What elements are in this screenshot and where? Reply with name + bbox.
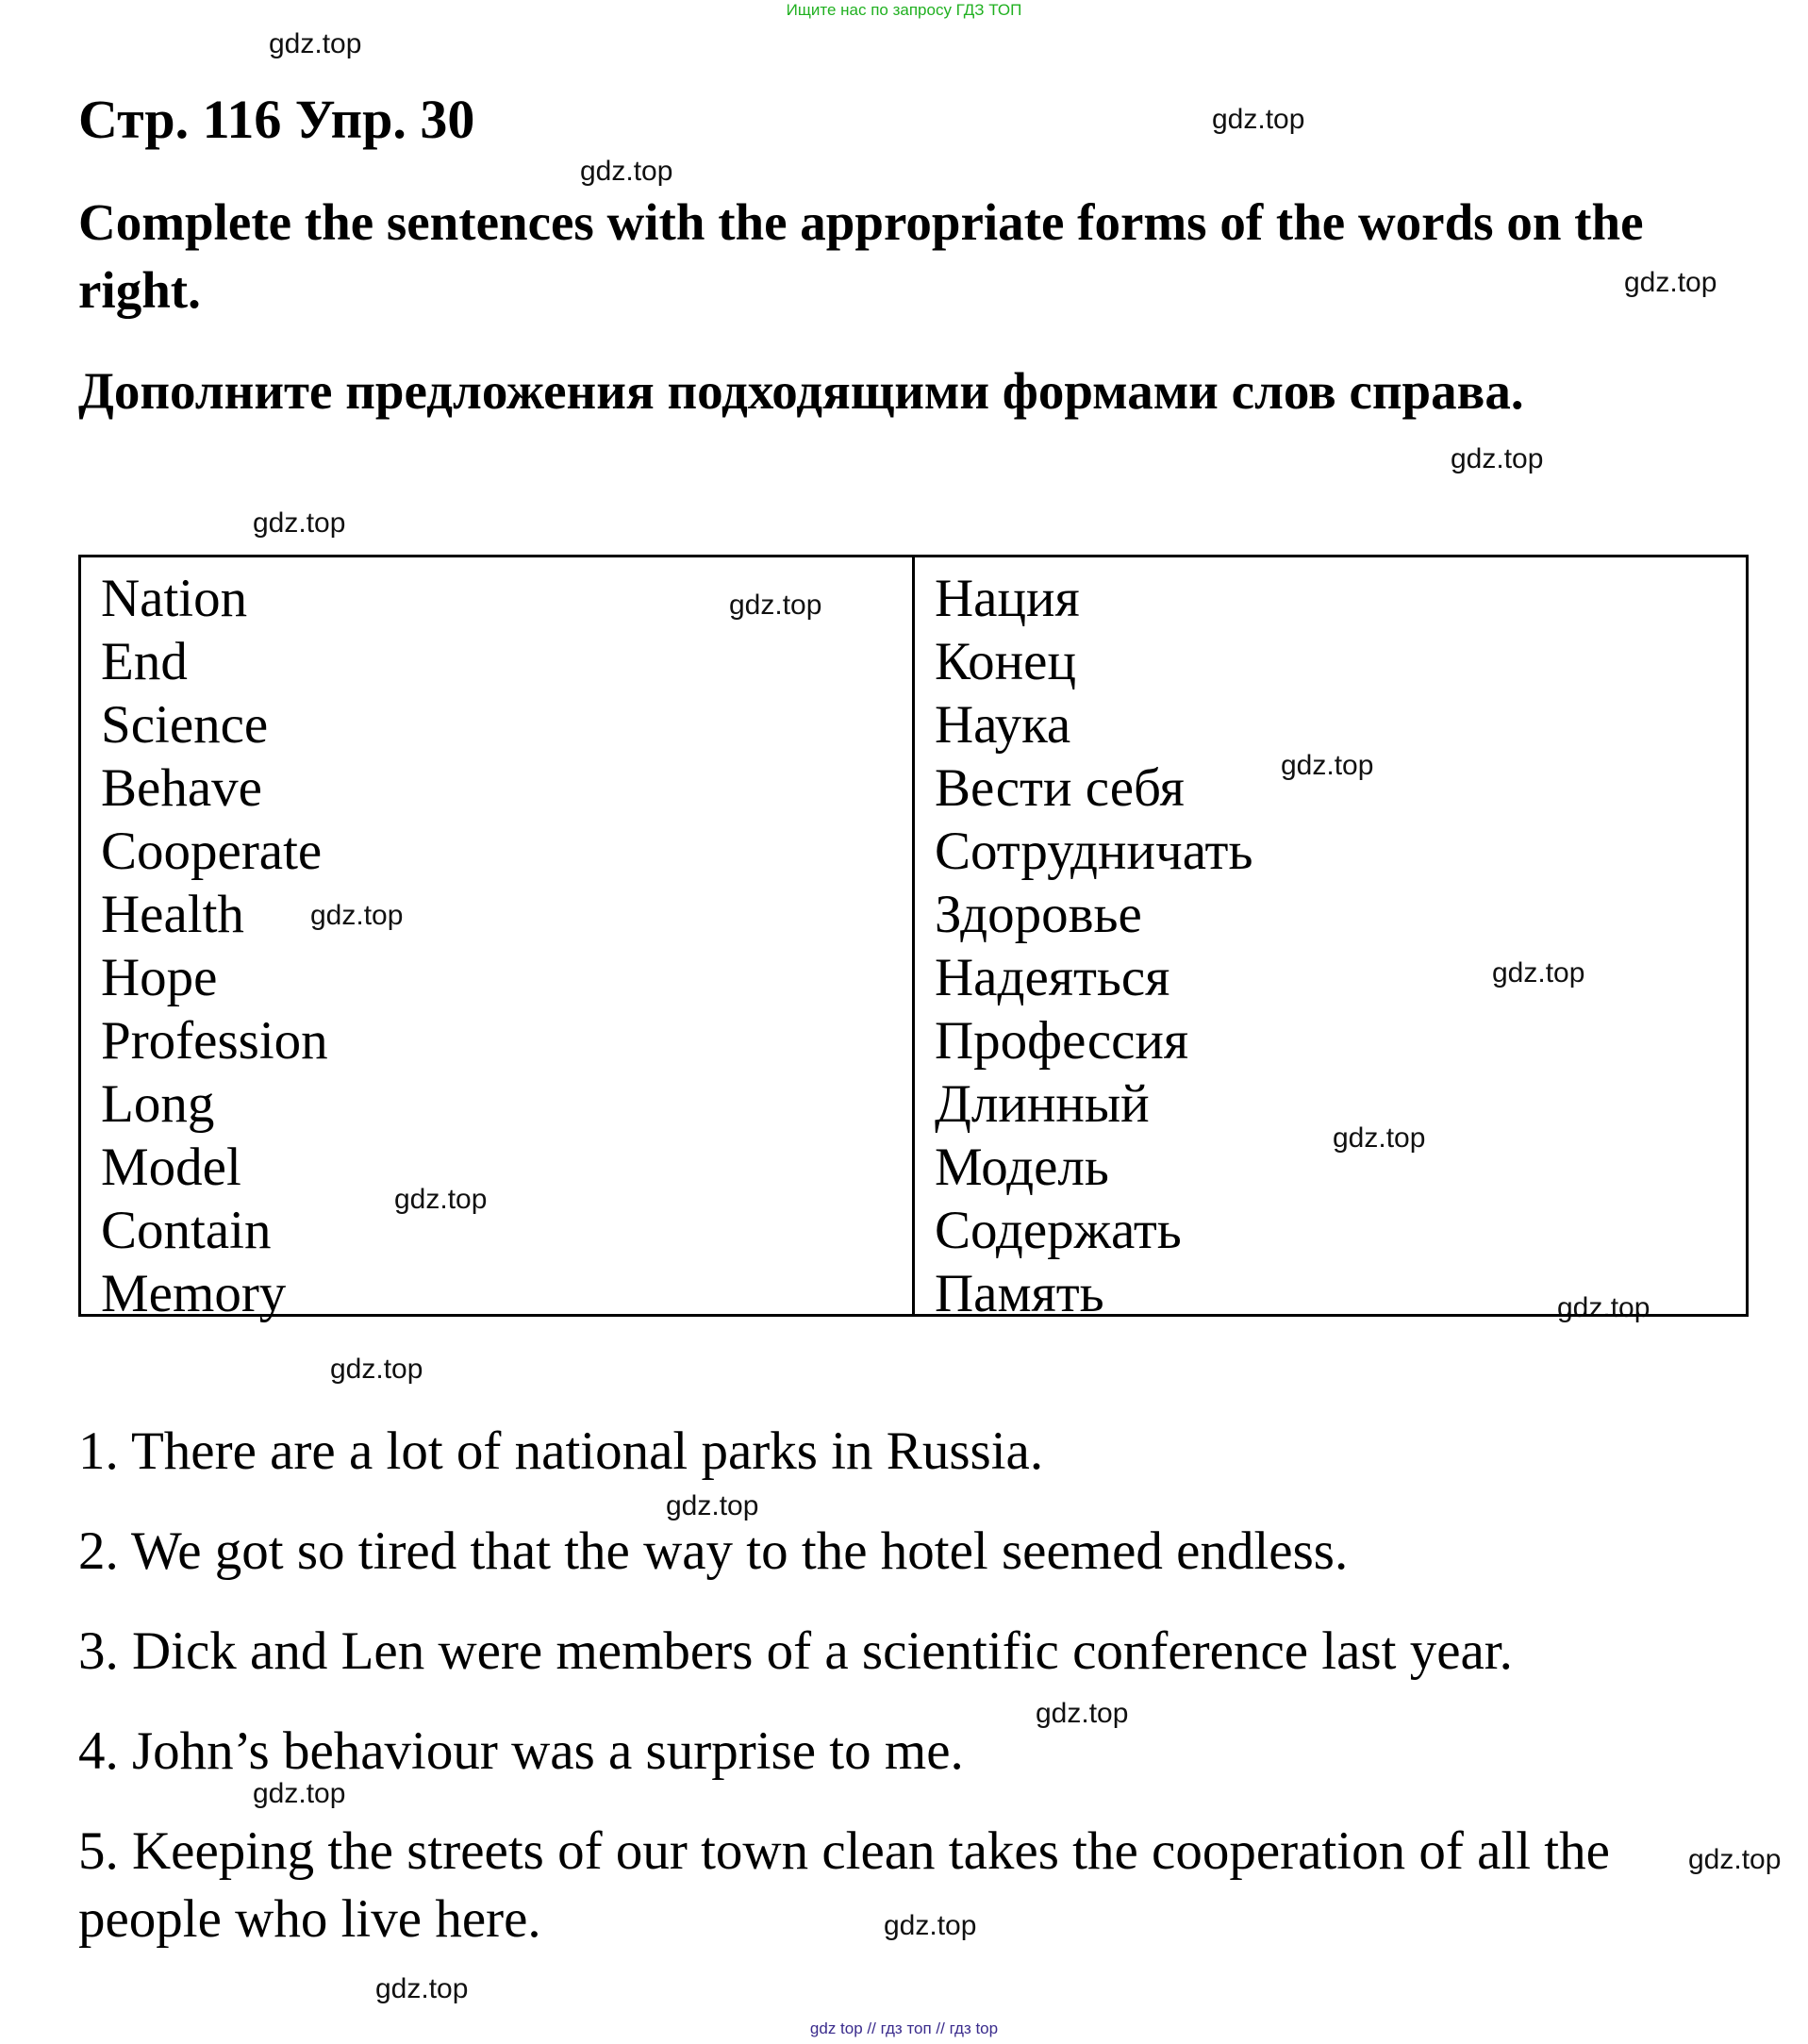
vocabulary-table [78, 555, 1749, 1323]
watermark: gdz.top [375, 1973, 469, 2004]
footer-notice: gdz top // гдз топ // гдз top [809, 2019, 999, 2037]
english-word: Cooperate [101, 822, 323, 881]
watermark: gdz.top [1212, 104, 1305, 135]
watermark: gdz.top [1281, 750, 1374, 781]
watermark: gdz.top [330, 1354, 423, 1385]
watermark: gdz.top [884, 1910, 977, 1941]
watermark: gdz.top [729, 590, 822, 621]
russian-word: Нация [935, 569, 1080, 628]
watermark: gdz.top [580, 156, 673, 187]
watermark: gdz.top [1557, 1292, 1650, 1323]
english-word: Behave [101, 758, 262, 818]
english-word: Hope [101, 948, 218, 1007]
russian-word: Конец [935, 632, 1076, 691]
russian-word: Модель [935, 1138, 1109, 1197]
english-word: Long [101, 1074, 215, 1134]
russian-word: Содержать [935, 1201, 1182, 1260]
sentence-5: 5. Keeping the streets of our town clean takes the cooperation of all the people who live here. [78, 1821, 1610, 1949]
watermark: gdz.top [253, 1778, 346, 1809]
russian-word: Наука [935, 695, 1071, 755]
russian-word: Надеяться [935, 948, 1170, 1007]
english-word: Science [101, 695, 269, 755]
sentence-2: 2. We got so tired that the way to the hotel seemed endless. [78, 1521, 1349, 1581]
english-word: End [101, 632, 188, 691]
header-notice: Ищите нас по запросу ГДЗ ТОП [786, 1, 1022, 19]
watermark: gdz.top [1036, 1698, 1129, 1729]
watermark: gdz.top [666, 1490, 759, 1521]
instruction-russian: Дополните предложения подходящими формами слов справа. [78, 362, 1524, 420]
watermark: gdz.top [1492, 957, 1585, 989]
watermark: gdz.top [1333, 1122, 1426, 1154]
russian-word: Длинный [935, 1074, 1150, 1134]
english-word: Model [101, 1138, 241, 1197]
russian-word: Здоровье [935, 885, 1142, 944]
english-word: Memory [101, 1264, 287, 1323]
watermark: gdz.top [1688, 1844, 1782, 1875]
page-title: Стр. 116 Упр. 30 [78, 89, 475, 150]
watermark: gdz.top [394, 1184, 488, 1215]
russian-word: Вести себя [935, 758, 1185, 818]
russian-word: Память [935, 1264, 1104, 1323]
english-word: Health [101, 885, 244, 944]
russian-column [915, 557, 1746, 1323]
english-word: Profession [101, 1011, 328, 1071]
watermark: gdz.top [1624, 267, 1717, 298]
russian-word: Сотрудничать [935, 822, 1253, 881]
sentence-1: 1. There are a lot of national parks in Russia. [78, 1421, 1044, 1481]
sentence-3: 3. Dick and Len were members of a scientific conference last year. [78, 1621, 1513, 1681]
watermark: gdz.top [310, 900, 404, 931]
sentence-4: 4. John’s behaviour was a surprise to me. [78, 1721, 964, 1781]
english-column [81, 557, 915, 1323]
watermark: gdz.top [269, 28, 362, 59]
russian-word: Профессия [935, 1011, 1189, 1071]
watermark: gdz.top [253, 507, 346, 539]
watermark: gdz.top [1451, 443, 1544, 474]
english-word: Contain [101, 1201, 272, 1260]
english-word: Nation [101, 569, 248, 628]
instruction-english: Complete the sentences with the appropriate forms of the words on the right. [78, 193, 1644, 319]
